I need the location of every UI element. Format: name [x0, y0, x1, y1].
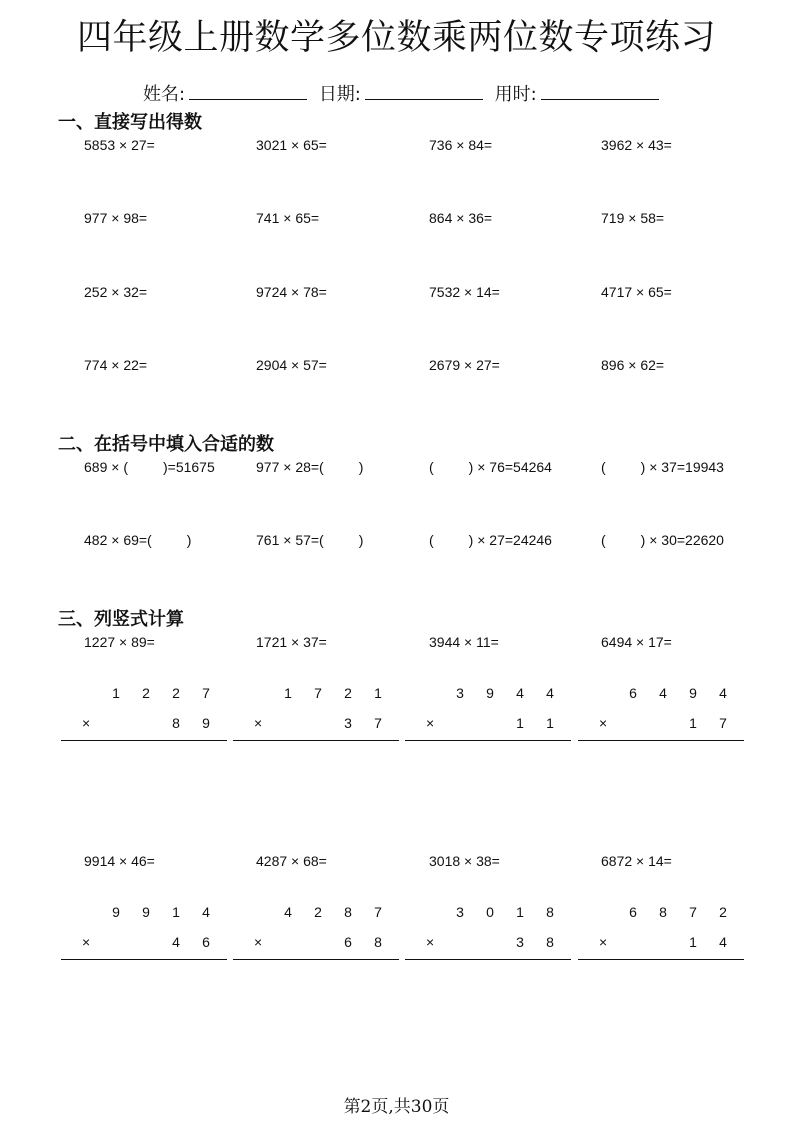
- times-sign: ×: [254, 715, 263, 731]
- digit: 0: [486, 904, 494, 920]
- digit: 4: [172, 934, 180, 950]
- digit: 6: [629, 904, 637, 920]
- digit: 7: [374, 715, 382, 731]
- digit: 2: [314, 904, 322, 920]
- digit: 9: [202, 715, 210, 731]
- digit: 9: [142, 904, 150, 920]
- digit: 4: [719, 685, 727, 701]
- digit: 4: [284, 904, 292, 920]
- vertical-calc: [233, 904, 399, 974]
- s3-problem: 9914 × 46=: [84, 853, 155, 869]
- s1-problem: 977 × 98=: [84, 210, 148, 226]
- digit: 9: [112, 904, 120, 920]
- digit: 3: [456, 904, 464, 920]
- vertical-calc: [405, 685, 571, 755]
- section-1-title: 一、直接写出得数: [58, 112, 202, 133]
- digit: 1: [172, 904, 180, 920]
- s3-problem: 1721 × 37=: [256, 634, 327, 650]
- digit: 2: [172, 685, 180, 701]
- s1-problem: 4717 × 65=: [601, 284, 672, 300]
- digit: 4: [202, 904, 210, 920]
- s2-problem: ( ) × 76=54264: [429, 459, 552, 475]
- s1-problem: 252 × 32=: [84, 284, 148, 300]
- s1-problem: 7532 × 14=: [429, 284, 500, 300]
- digit: 3: [456, 685, 464, 701]
- digit: 8: [546, 934, 554, 950]
- vertical-calc: [233, 685, 399, 755]
- digit: 2: [719, 904, 727, 920]
- answer-line: [578, 740, 744, 741]
- s1-problem: 3021 × 65=: [256, 137, 327, 153]
- s1-problem: 3962 × 43=: [601, 137, 672, 153]
- time-label: 用时:: [494, 84, 537, 105]
- digit: 1: [689, 715, 697, 731]
- digit: 1: [546, 715, 554, 731]
- answer-line: [233, 959, 399, 960]
- s3-problem: 6872 × 14=: [601, 853, 672, 869]
- digit: 6: [202, 934, 210, 950]
- section-2-title: 二、在括号中填入合适的数: [58, 434, 274, 455]
- times-sign: ×: [254, 934, 263, 950]
- s2-problem: 977 × 28=( ): [256, 459, 364, 475]
- s3-problem: 3018 × 38=: [429, 853, 500, 869]
- answer-line: [578, 959, 744, 960]
- digit: 8: [344, 904, 352, 920]
- s1-problem: 719 × 58=: [601, 210, 665, 226]
- time-blank[interactable]: [541, 83, 659, 100]
- s3-problem: 6494 × 17=: [601, 634, 672, 650]
- digit: 6: [344, 934, 352, 950]
- page-footer: 第2页,共30页: [343, 1097, 450, 1117]
- s3-problem: 4287 × 68=: [256, 853, 327, 869]
- digit: 8: [172, 715, 180, 731]
- times-sign: ×: [599, 715, 608, 731]
- digit: 4: [659, 685, 667, 701]
- digit: 7: [719, 715, 727, 731]
- s1-problem: 2679 × 27=: [429, 357, 500, 373]
- digit: 8: [374, 934, 382, 950]
- s1-problem: 741 × 65=: [256, 210, 320, 226]
- times-sign: ×: [82, 715, 91, 731]
- s1-problem: 774 × 22=: [84, 357, 148, 373]
- s3-problem: 3944 × 11=: [429, 634, 499, 650]
- s2-problem: ( ) × 37=19943: [601, 459, 724, 475]
- page-title: 四年级上册数学多位数乘两位数专项练习: [76, 18, 716, 58]
- answer-line: [61, 740, 227, 741]
- s1-problem: 9724 × 78=: [256, 284, 327, 300]
- digit: 7: [202, 685, 210, 701]
- name-label: 姓名:: [143, 84, 186, 105]
- answer-line: [405, 959, 571, 960]
- s1-problem: 2904 × 57=: [256, 357, 327, 373]
- digit: 8: [659, 904, 667, 920]
- digit: 1: [112, 685, 120, 701]
- digit: 1: [689, 934, 697, 950]
- s1-problem: 5853 × 27=: [84, 137, 155, 153]
- answer-line: [405, 740, 571, 741]
- s2-problem: ( ) × 27=24246: [429, 532, 552, 548]
- s2-problem: 761 × 57=( ): [256, 532, 364, 548]
- digit: 7: [689, 904, 697, 920]
- digit: 9: [689, 685, 697, 701]
- digit: 2: [344, 685, 352, 701]
- vertical-calc: [61, 904, 227, 974]
- digit: 1: [516, 715, 524, 731]
- s2-problem: 482 × 69=( ): [84, 532, 192, 548]
- s2-problem: ( ) × 30=22620: [601, 532, 724, 548]
- answer-line: [61, 959, 227, 960]
- s1-problem: 864 × 36=: [429, 210, 493, 226]
- digit: 1: [374, 685, 382, 701]
- digit: 9: [486, 685, 494, 701]
- digit: 8: [546, 904, 554, 920]
- digit: 7: [314, 685, 322, 701]
- date-label: 日期:: [318, 84, 361, 105]
- times-sign: ×: [426, 934, 435, 950]
- vertical-calc: [405, 904, 571, 974]
- s1-problem: 736 × 84=: [429, 137, 493, 153]
- vertical-calc: [578, 685, 744, 755]
- name-blank[interactable]: [189, 83, 307, 100]
- s2-problem: 689 × ( )=51675: [84, 459, 215, 475]
- times-sign: ×: [82, 934, 91, 950]
- times-sign: ×: [426, 715, 435, 731]
- times-sign: ×: [599, 934, 608, 950]
- date-blank[interactable]: [365, 83, 483, 100]
- vertical-calc: [61, 685, 227, 755]
- digit: 6: [629, 685, 637, 701]
- digit: 4: [516, 685, 524, 701]
- digit: 4: [719, 934, 727, 950]
- digit: 3: [344, 715, 352, 731]
- digit: 3: [516, 934, 524, 950]
- digit: 7: [374, 904, 382, 920]
- section-3-title: 三、列竖式计算: [58, 609, 184, 630]
- answer-line: [233, 740, 399, 741]
- digit: 1: [284, 685, 292, 701]
- s1-problem: 896 × 62=: [601, 357, 665, 373]
- digit: 4: [546, 685, 554, 701]
- vertical-calc: [578, 904, 744, 974]
- digit: 2: [142, 685, 150, 701]
- s3-problem: 1227 × 89=: [84, 634, 155, 650]
- student-info-line: [143, 80, 665, 106]
- digit: 1: [516, 904, 524, 920]
